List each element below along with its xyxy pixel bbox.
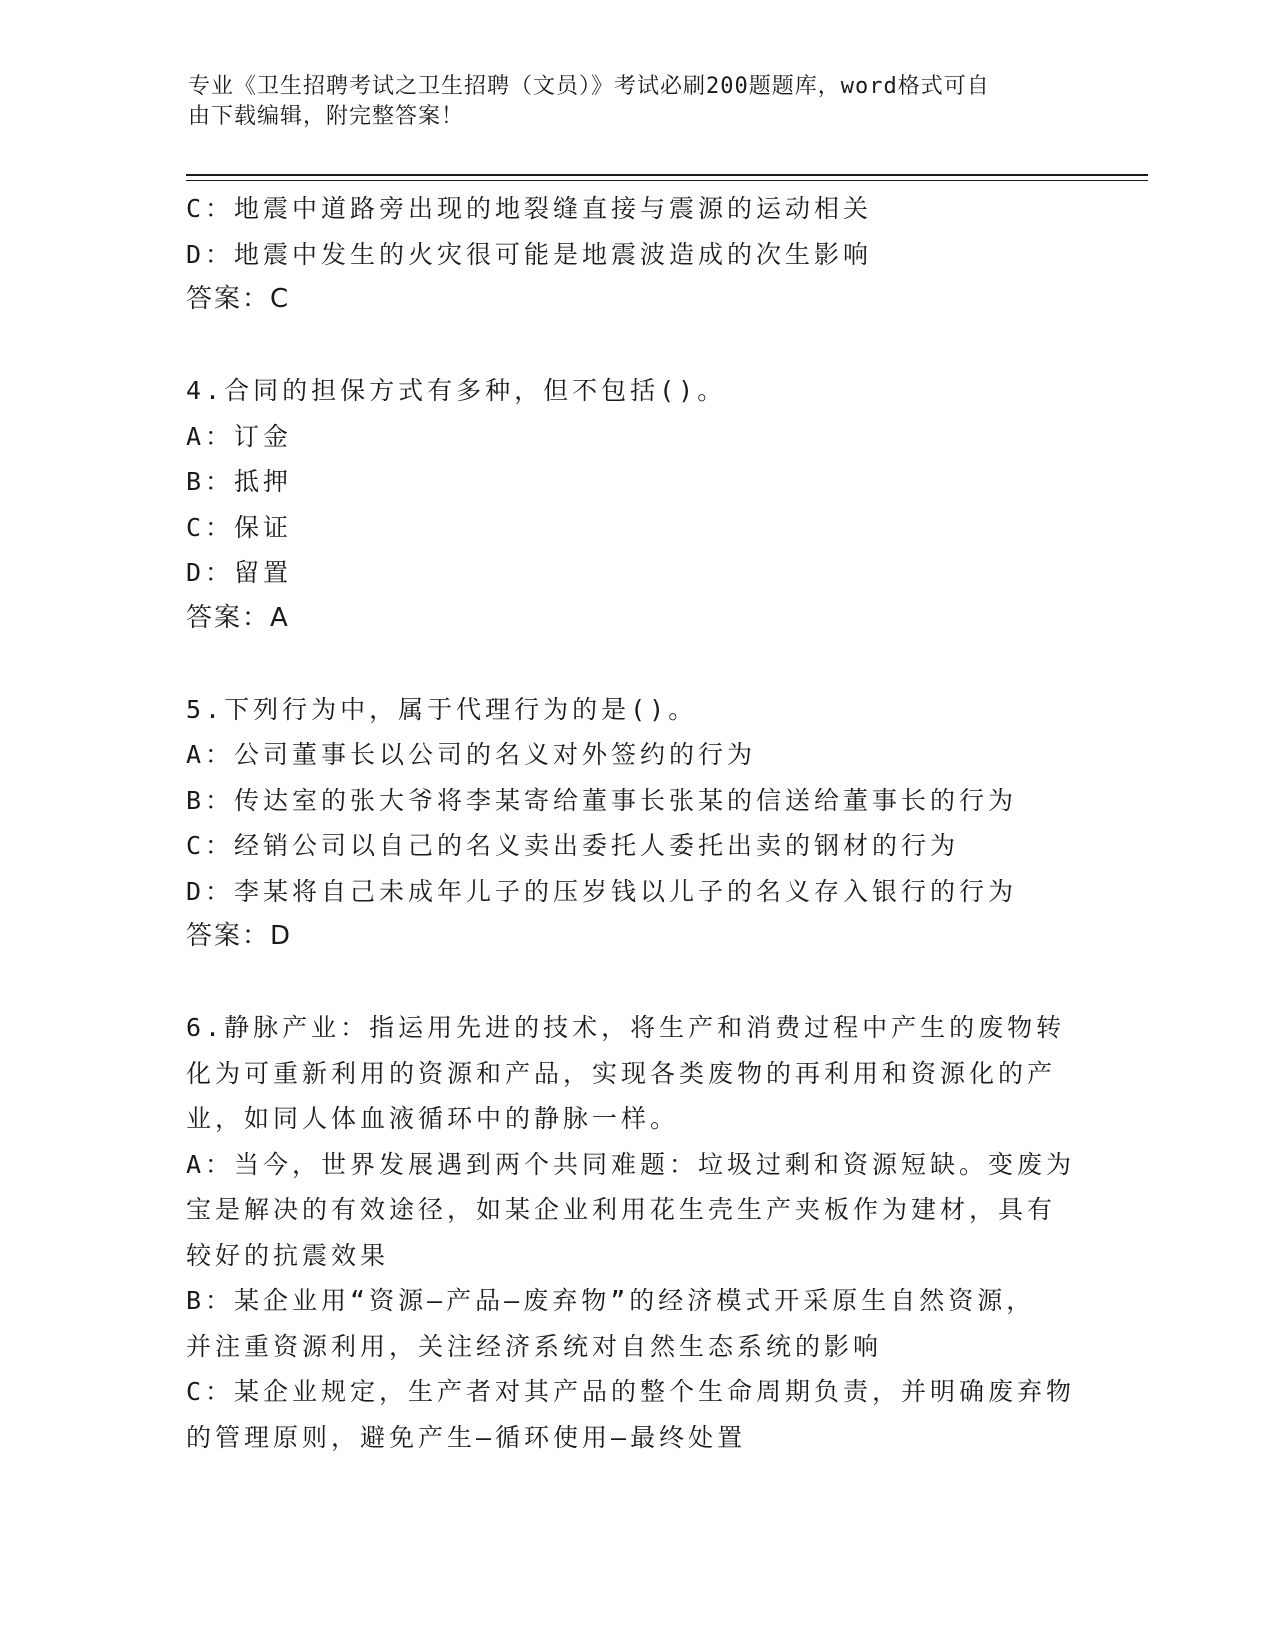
spacer <box>186 641 1086 687</box>
question-5 <box>186 687 1086 960</box>
question-4 <box>186 368 1086 641</box>
option-b-line-1: B：某企业用“资源—产品—废弃物”的经济模式开采原生自然资源， <box>186 1286 1036 1315</box>
option-a: A：订金 <box>186 421 293 451</box>
option-c: C：地震中道路旁出现的地裂缝直接与震源的运动相关 <box>186 194 873 223</box>
option-b: B：抵押 <box>186 467 293 496</box>
answer: 答案：A <box>186 602 290 633</box>
option-a-line-1: A：当今，世界发展遇到两个共同难题：垃圾过剩和资源短缺。变废为 <box>186 1149 1076 1179</box>
header-line-1: 专业《卫生招聘考试之卫生招聘（文员）》考试必刷200题题库，word格式可自 <box>188 74 990 99</box>
option-a: A：公司董事长以公司的名义对外签约的行为 <box>186 740 757 769</box>
spacer <box>186 960 1086 1006</box>
answer: 答案：D <box>186 921 293 951</box>
spacer <box>186 323 1086 369</box>
option-a-line-2: 宝是解决的有效途径，如某企业利用花生壳生产夹板作为建材，具有 <box>186 1195 1057 1224</box>
header-line-2: 由下载编辑，附完整答案！ <box>188 104 465 129</box>
question-stem-line-3: 业，如同人体血液循环中的静脉一样。 <box>186 1104 680 1133</box>
question-3 <box>186 186 1086 323</box>
option-c-line-2: 的管理原则，避免产生—循环使用—最终处置 <box>186 1422 747 1452</box>
answer: 答案：C <box>186 284 291 314</box>
question-stem-line-1: 6.静脉产业：指运用先进的技术，将生产和消费过程中产生的废物转 <box>186 1013 1066 1042</box>
option-d: D：留置 <box>186 558 293 587</box>
option-d: D：李某将自己未成年儿子的压岁钱以儿子的名义存入银行的行为 <box>186 876 1018 906</box>
option-c-line-1: C：某企业规定，生产者对其产品的整个生命周期负责，并明确废弃物 <box>186 1377 1076 1406</box>
question-6 <box>186 1005 1086 1460</box>
option-c: C：保证 <box>186 512 293 542</box>
question-stem: 5.下列行为中，属于代理行为的是()。 <box>186 694 698 724</box>
header-divider-thick <box>186 174 1148 176</box>
question-stem-line-2: 化为可重新利用的资源和产品，实现各类废物的再利用和资源化的产 <box>186 1058 1057 1088</box>
header-divider-thin <box>186 180 1148 181</box>
question-stem: 4.合同的担保方式有多种，但不包括()。 <box>186 376 727 405</box>
option-c: C：经销公司以自己的名义卖出委托人委托出卖的钢材的行为 <box>186 831 960 860</box>
option-d: D：地震中发生的火灾很可能是地震波造成的次生影响 <box>186 239 873 269</box>
option-a-line-3: 较好的抗震效果 <box>186 1240 390 1270</box>
option-b-line-2: 并注重资源利用，关注经济系统对自然生态系统的影响 <box>186 1331 883 1361</box>
option-b: B：传达室的张大爷将李某寄给董事长张某的信送给董事长的行为 <box>186 785 1018 815</box>
document-header <box>188 72 1088 132</box>
question-list <box>186 186 1086 1460</box>
